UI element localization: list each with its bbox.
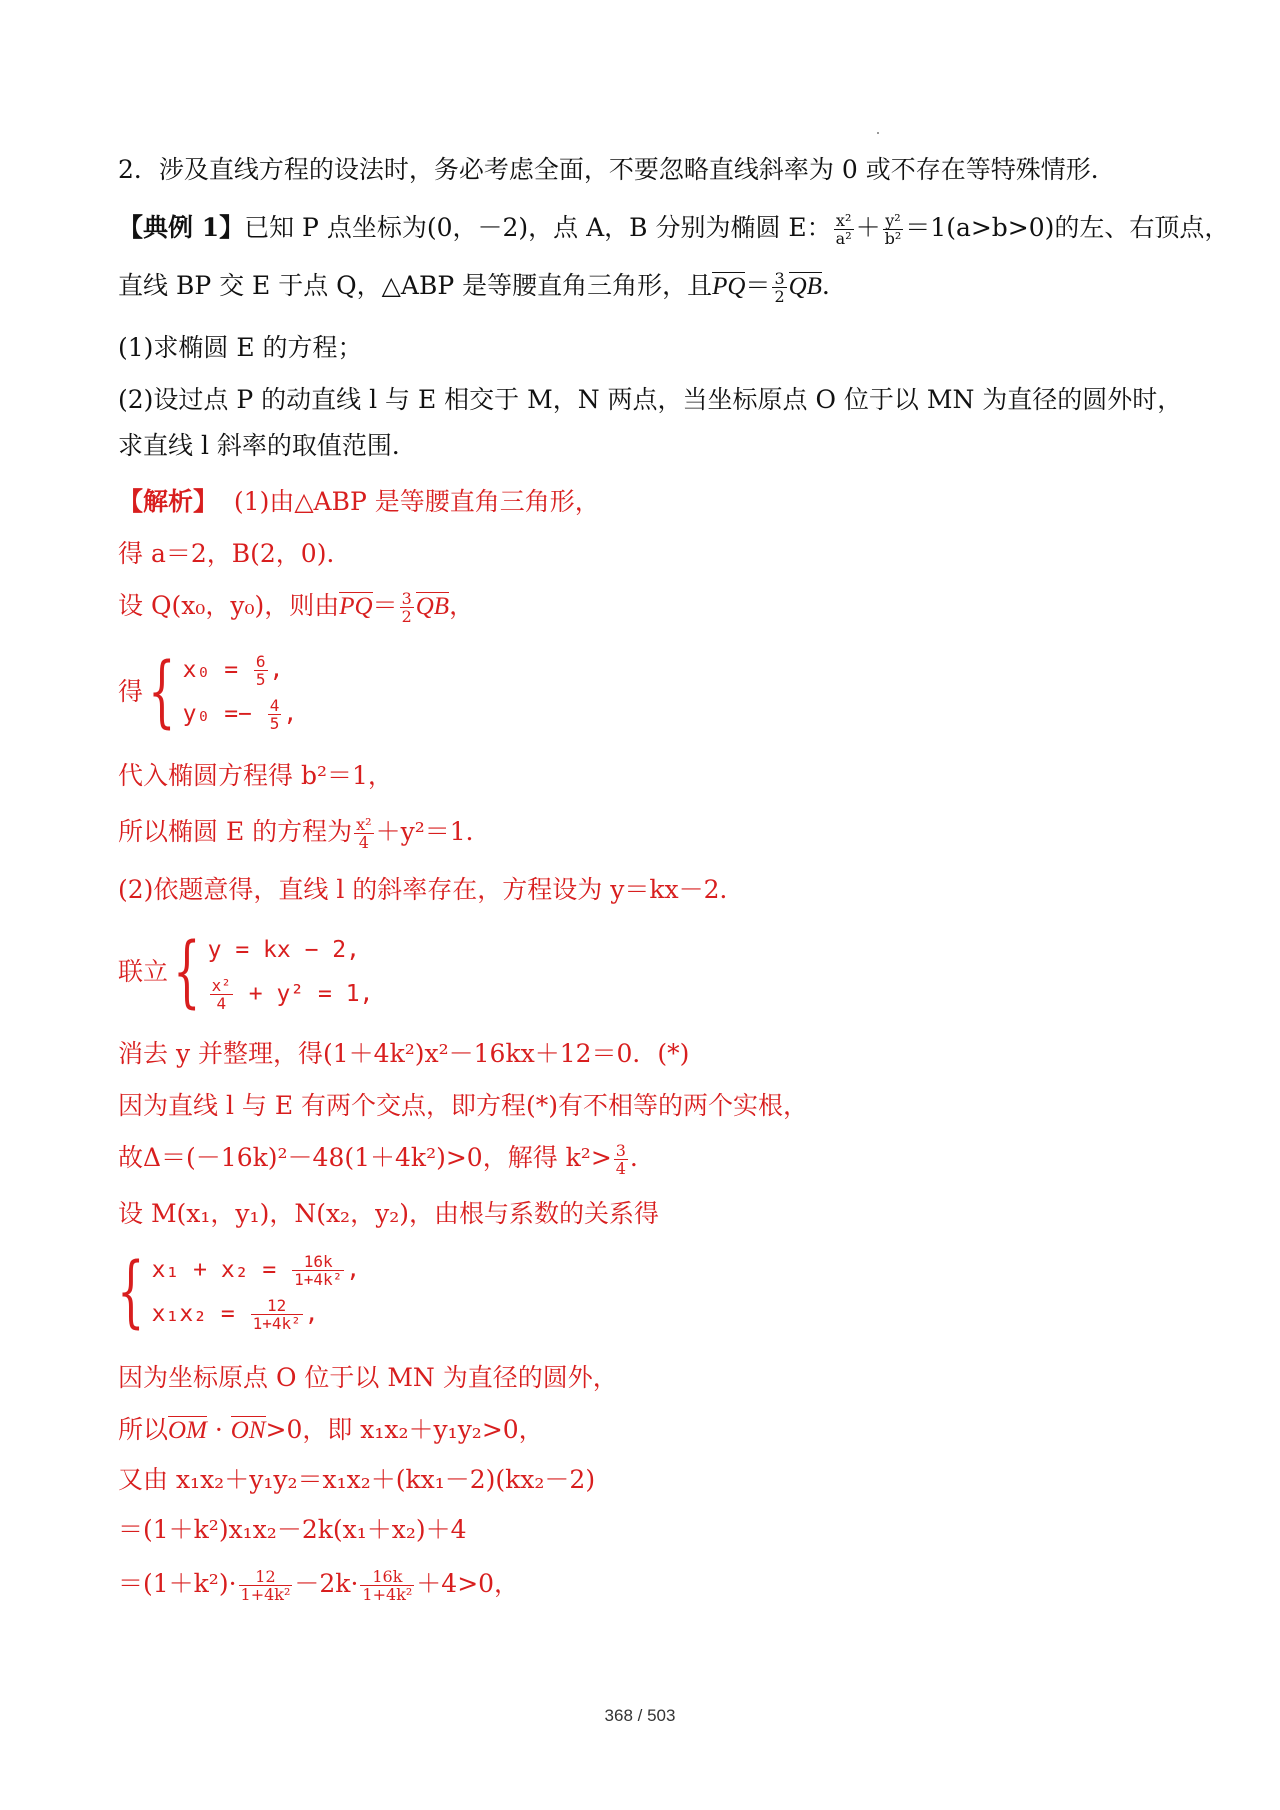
solution-system-line: 联立 { y = kx − 2, $\frac{\text{x²}}{4}$ + y² = 1, bbox=[118, 927, 374, 1017]
fraction-x2-a2: $\frac{\text{x²}}{\text{a²}}$ bbox=[835, 211, 852, 248]
solution-line-10: 因为直线 l 与 E 有两个交点，即方程(*)有不相等的两个实根， bbox=[118, 1091, 809, 1120]
example-line-1: 【典例 1】已知 P 点坐标为(0，－2)，点 A，B 分别为椭圆 E： $\frac{\text{x²}}{\text{a²}}$ ＋ $\frac{\text{y²}}{\text{b²}}$ ＝1(a>b>0)的左、右顶点， bbox=[118, 211, 1230, 248]
solution-line-6: 所以椭圆 E 的方程为 $\frac{\text{x²}}{4}$ ＋y²＝1． bbox=[118, 815, 491, 852]
example-tag: 【典例 1】 bbox=[118, 213, 245, 242]
vector-OM: OM bbox=[168, 1417, 207, 1444]
solution-line-12: 设 M(x₁，y₁)，N(x₂，y₂)，由根与系数的关系得 bbox=[118, 1199, 659, 1228]
fraction-y2-b2: $\frac{\text{y²}}{\text{b²}}$ bbox=[884, 211, 902, 248]
left-brace: { bbox=[148, 647, 176, 737]
solution-line-3: 设 Q(x₀，y₀)，则由PQ＝ $\frac{3}{2}$ QB， bbox=[118, 589, 475, 626]
solution-line-1: 【解析】 (1)由△ABP 是等腰直角三角形， bbox=[118, 487, 600, 516]
solution-line-9: 消去 y 并整理，得(1＋4k²)x²－16kx＋12＝0．(*) bbox=[118, 1039, 690, 1068]
fraction-3-2-b: $\frac{3}{2}$ bbox=[401, 589, 412, 626]
example-line-2: 直线 BP 交 E 于点 Q，△ABP 是等腰直角三角形，且PQ＝ $\frac{3}{2}$ QB． bbox=[118, 269, 847, 306]
solution-line-17: ＝(1＋k²)x₁x₂－2k(x₁＋x₂)＋4 bbox=[118, 1515, 467, 1544]
solution-line-16: 又由 x₁x₂＋y₁y₂＝x₁x₂＋(kx₁－2)(kx₂－2) bbox=[118, 1465, 596, 1494]
question-2a: (2)设过点 P 的动直线 l 与 E 相交于 M，N 两点，当坐标原点 O 位于以 MN 为直径的圆外时， bbox=[118, 385, 1183, 414]
fraction-x2-4: $\frac{\text{x²}}{4}$ bbox=[356, 815, 372, 852]
solution-line-2: 得 a＝2，B(2，0)． bbox=[118, 539, 352, 568]
page-number: 368 / 503 bbox=[604, 1706, 676, 1725]
solution-system-q: 得 { x₀ = $\frac{6}{5}$ , y₀ =− $\frac{4}{5}$ , bbox=[118, 647, 298, 737]
vector-ON: ON bbox=[230, 1417, 266, 1444]
solution-line-7: (2)依题意得，直线 l 的斜率存在，方程设为 y＝kx－2． bbox=[118, 875, 745, 904]
solution-line-5: 代入椭圆方程得 b²＝1， bbox=[118, 761, 393, 790]
solution-line-14: 因为坐标原点 O 位于以 MN 为直径的圆外， bbox=[118, 1363, 618, 1392]
question-2b: 求直线 l 斜率的取值范围． bbox=[118, 431, 417, 460]
scan-speck bbox=[877, 132, 879, 134]
vector-QB-2: QB bbox=[415, 593, 450, 620]
fraction-3-2: $\frac{3}{2}$ bbox=[774, 269, 785, 306]
vector-QB: QB bbox=[788, 273, 822, 300]
solution-tag: 【解析】 bbox=[118, 487, 219, 516]
solution-line-11: 故Δ＝(－16k)²－48(1＋4k²)>0，解得 k²> $\frac{3}{4}$ ． bbox=[118, 1141, 655, 1178]
solution-system-vieta: { x₁ + x₂ = $\frac{16k}{\text{1+4k²}}$ , x₁x₂ = $\frac{12}{\text{1+4k²}}$ , bbox=[117, 1247, 361, 1337]
solution-line-18: ＝(1＋k²)· $\frac{12}{\text{1+4k²}}$ －2k· $\frac{16k}{\text{1+4k²}}$ ＋4>0， bbox=[118, 1567, 520, 1604]
question-1: (1)求椭圆 E 的方程； bbox=[118, 333, 363, 362]
vector-PQ-2: PQ bbox=[339, 593, 373, 620]
vector-PQ: PQ bbox=[712, 273, 746, 300]
fraction-3-4: $\frac{3}{4}$ bbox=[615, 1141, 626, 1178]
solution-line-15: 所以OM · ON>0，即 x₁x₂＋y₁y₂>0， bbox=[118, 1415, 544, 1444]
note-paragraph: 2．涉及直线方程的设法时，务必考虑全面，不要忽略直线斜率为 0 或不存在等特殊情形． bbox=[118, 155, 1116, 184]
